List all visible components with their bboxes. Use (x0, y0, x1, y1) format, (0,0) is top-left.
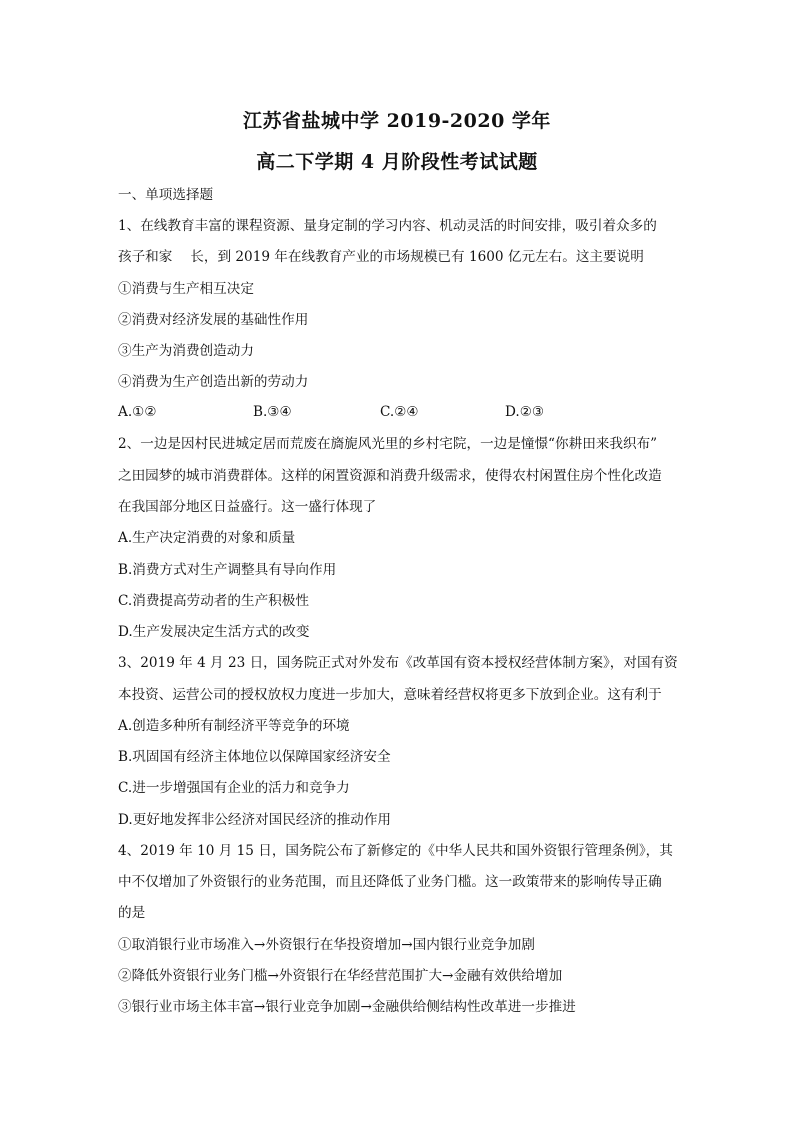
q4-item-3: ③银行业市场主体丰富→银行业竞争加剧→金融供给侧结构性改革进一步推进 (118, 999, 576, 1015)
q3-stem-line-1: 3、2019 年 4 月 23 日，国务院正式对外发布《改革国有资本授权经营体制方案》，对国有资 (118, 655, 678, 671)
section-heading: 一、单项选择题 (118, 187, 214, 203)
q2-option-c: C.消费提高劳动者的生产积极性 (118, 593, 309, 609)
q1-option-d: D.②③ (505, 404, 545, 420)
q1-option-a: A.①② (118, 404, 157, 420)
exam-title-line-1: 江苏省盐城中学 2019-2020 学年 (243, 110, 551, 132)
q4-stem-line-2: 中不仅增加了外资银行的业务范围，而且还降低了业务门槛。这一政策带来的影响传导正确 (118, 874, 662, 890)
q2-stem-line-1: 2、一边是因村民进城定居而荒废在旖旎风光里的乡村宅院，一边是憧憬“你耕田来我织布” (118, 436, 658, 452)
q1-item-1: ①消费与生产相互决定 (118, 281, 254, 297)
q3-option-a: A.创造多种所有制经济平等竞争的环境 (118, 718, 350, 734)
q4-stem-line-3: 的是 (118, 905, 146, 921)
q1-option-c: C.②④ (380, 404, 419, 420)
q2-stem-line-2: 之田园梦的城市消费群体。这样的闲置资源和消费升级需求，使得农村闲置住房个性化改造 (118, 468, 662, 484)
q2-stem-line-3: 在我国部分地区日益盛行。这一盛行体现了 (118, 499, 377, 515)
q4-stem-line-1: 4、2019 年 10 月 15 日，国务院公布了新修定的《中华人民共和国外资银行管理条例》，其 (118, 843, 673, 859)
q3-option-c: C.进一步增强国有企业的活力和竞争力 (118, 780, 350, 796)
q4-item-1: ①取消银行业市场准入→外资银行在华投资增加→国内银行业竞争加剧 (118, 937, 535, 953)
q1-option-b: B.③④ (253, 404, 292, 420)
q1-item-4: ④消费为生产创造出新的劳动力 (118, 374, 309, 390)
exam-title-line-2: 高二下学期 4 月阶段性考试试题 (256, 151, 538, 173)
q1-options (118, 404, 678, 422)
q3-option-b: B.巩固国有经济主体地位以保障国家经济安全 (118, 749, 391, 765)
q4-item-2: ②降低外资银行业务门槛→外资银行在华经营范围扩大→金融有效供给增加 (118, 968, 563, 984)
q3-option-d: D.更好地发挥非公经济对国民经济的推动作用 (118, 812, 392, 828)
q3-stem-line-2: 本投资、运营公司的授权放权力度进一步加大，意味着经营权将更多下放到企业。这有利于 (118, 687, 662, 703)
q2-option-a: A.生产决定消费的对象和质量 (118, 530, 296, 546)
q1-item-3: ③生产为消费创造动力 (118, 343, 254, 359)
q2-option-d: D.生产发展决定生活方式的改变 (118, 624, 310, 640)
q2-option-b: B.消费方式对生产调整具有导向作用 (118, 562, 337, 578)
q1-stem-line-1: 1、在线教育丰富的课程资源、量身定制的学习内容、机动灵活的时间安排，吸引着众多的 (118, 218, 657, 234)
q1-item-2: ②消费对经济发展的基础性作用 (118, 312, 309, 328)
q1-stem-line-2: 孩子和家 长，到 2019 年在线教育产业的市场规模已有 1600 亿元左右。这主要说明 (118, 249, 644, 265)
